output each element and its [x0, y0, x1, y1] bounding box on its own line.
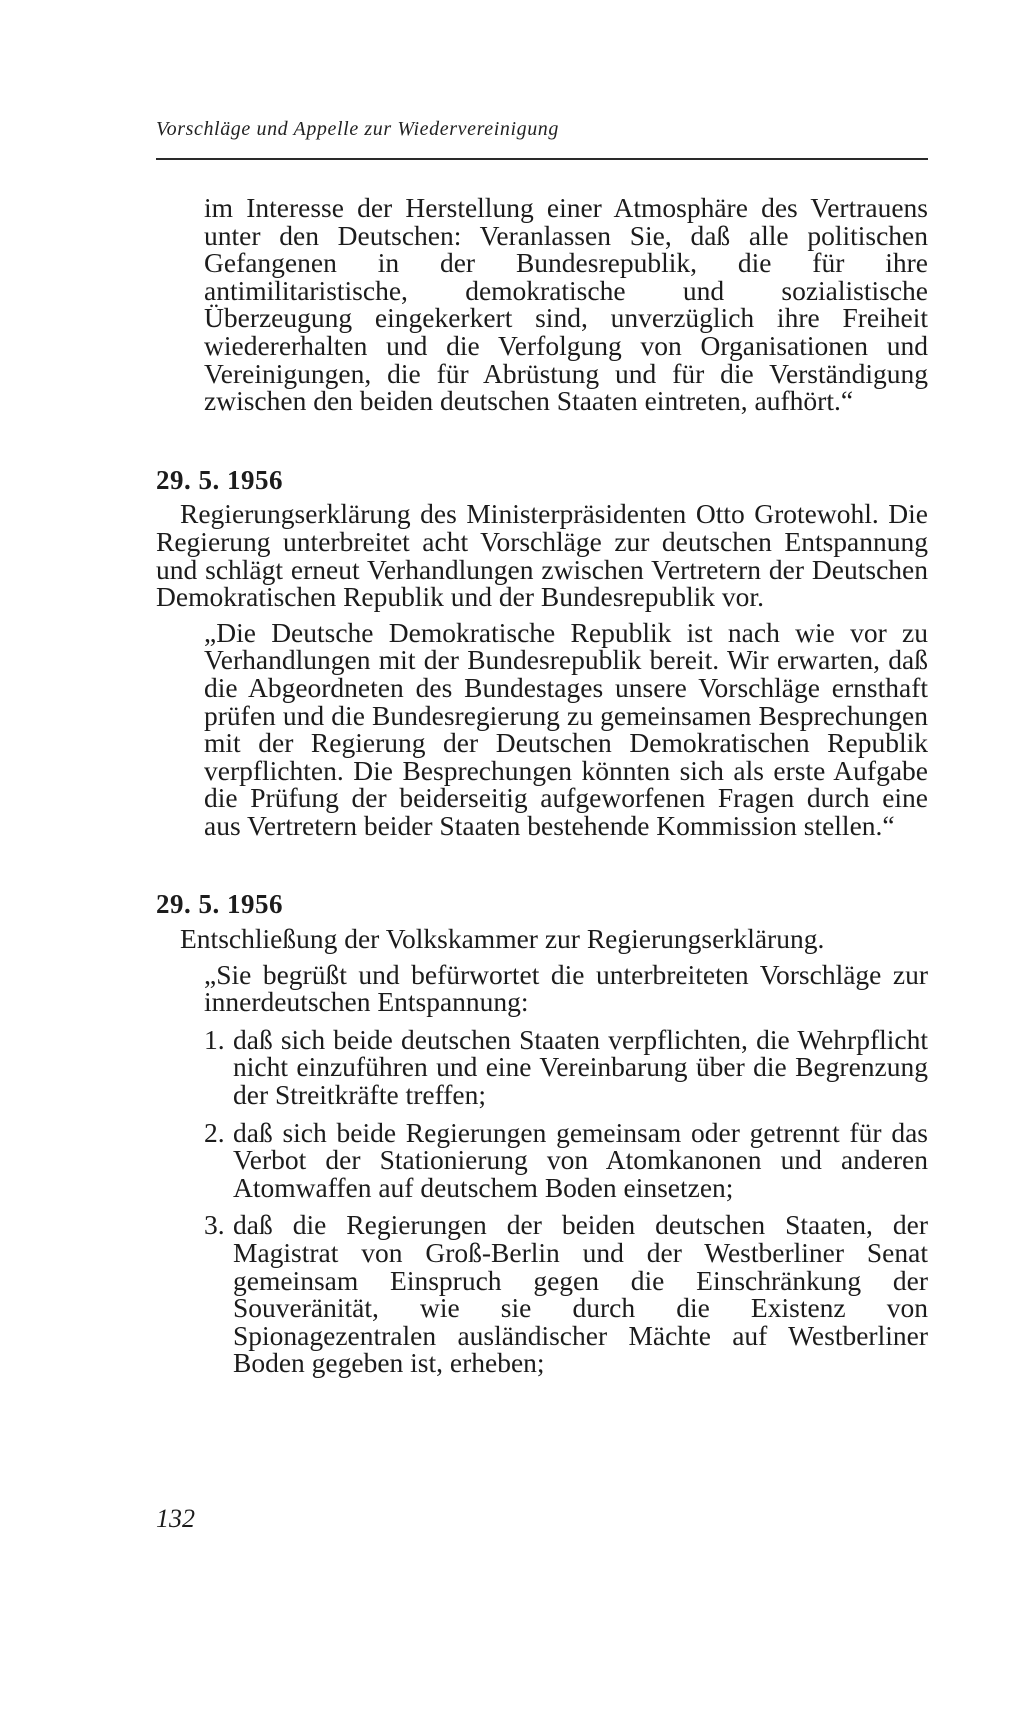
- running-head: Vorschläge und Appelle zur Wiedervereinigung: [156, 118, 560, 140]
- header-rule: [156, 158, 928, 160]
- entry-intro: Regierungserklärung des Ministerpräsidenten Otto Grotewohl. Die Regierung unterbreitet acht Vorschläge zur deutschen Entspannung und schlägt erneut Verhandlungen zwischen Vertretern der Deutschen Demokratischen Republik und der Bundesrepublik vor.: [156, 498, 928, 613]
- list-item-text: daß sich beide Regierungen gemeinsam oder getrennt für das Verbot der Stationierung von Atomkanonen und anderen Atomwaffen auf deutschem Boden einsetzen;: [233, 1116, 928, 1203]
- entry-2: [156, 891, 928, 1377]
- list-item: [204, 1116, 928, 1203]
- list-item: [204, 1023, 928, 1111]
- list-item-number: 3.: [204, 1209, 225, 1241]
- list-item-number: 1.: [204, 1023, 225, 1055]
- list-item-text: daß sich beide deutschen Staaten verpflichten, die Wehrpflicht nicht einzuführen und eine Vereinbarung über die Begrenzung der Streitkräfte treffen;: [233, 1023, 928, 1111]
- proposal-list: [204, 1023, 928, 1379]
- entry-1: [156, 464, 928, 841]
- list-item: [204, 1211, 928, 1377]
- page-number: 132: [156, 1504, 195, 1533]
- entry-date: 29. 5. 1956: [156, 464, 283, 495]
- page-body: [156, 194, 928, 1387]
- entry-date: 29. 5. 1956: [156, 889, 283, 920]
- entry-quote: „Sie begrüßt und befürwortet die unterbreiteten Vorschläge zur innerdeutschen Entspannung:: [204, 958, 928, 1018]
- entry-intro: Entschließung der Volkskammer zur Regierungserklärung.: [180, 923, 825, 955]
- list-item-text: daß die Regierungen der beiden deutschen Staaten, der Magistrat von Groß-Berlin und der Westberliner Senat gemeinsam Einspruch gegen die Einschränkung der Souveränität, wie sie durch die Existenz von Spionagezentralen ausländischer Mächte auf Westberliner Boden gegeben ist, erheben;: [233, 1209, 928, 1379]
- continuation-paragraph: im Interesse der Herstellung einer Atmosphäre des Vertrauens unter den Deutschen: Veranlassen Sie, daß alle politischen Gefangenen in der Bundesrepublik, die für ihre antimilitaristische, demokratische und sozialistische Überzeugung eingekerkert sind, unverzüglich ihre Freiheit wiedererhalten und die Verfolgung von Organisationen und Vereinigungen, die für Abrüstung und für die Verständigung zwischen den beiden deutschen Staaten eintreten, aufhört.“: [204, 192, 928, 417]
- entry-quote: „Die Deutsche Demokratische Republik ist nach wie vor zu Verhandlungen mit der Bundesrepublik bereit. Wir erwarten, daß die Abgeordneten des Bundestages unsere Vorschläge ernsthaft prüfen und die Bundesregierung zu gemeinsamen Besprechungen mit der Regierung der Deutschen Demokratischen Republik verpflichten. Die Besprechungen könnten sich als erste Aufgabe die Prüfung der beiderseitig aufgeworfenen Fragen durch eine aus Vertretern beider Staaten bestehende Kommission stellen.“: [204, 616, 928, 841]
- list-item-number: 2.: [204, 1116, 225, 1148]
